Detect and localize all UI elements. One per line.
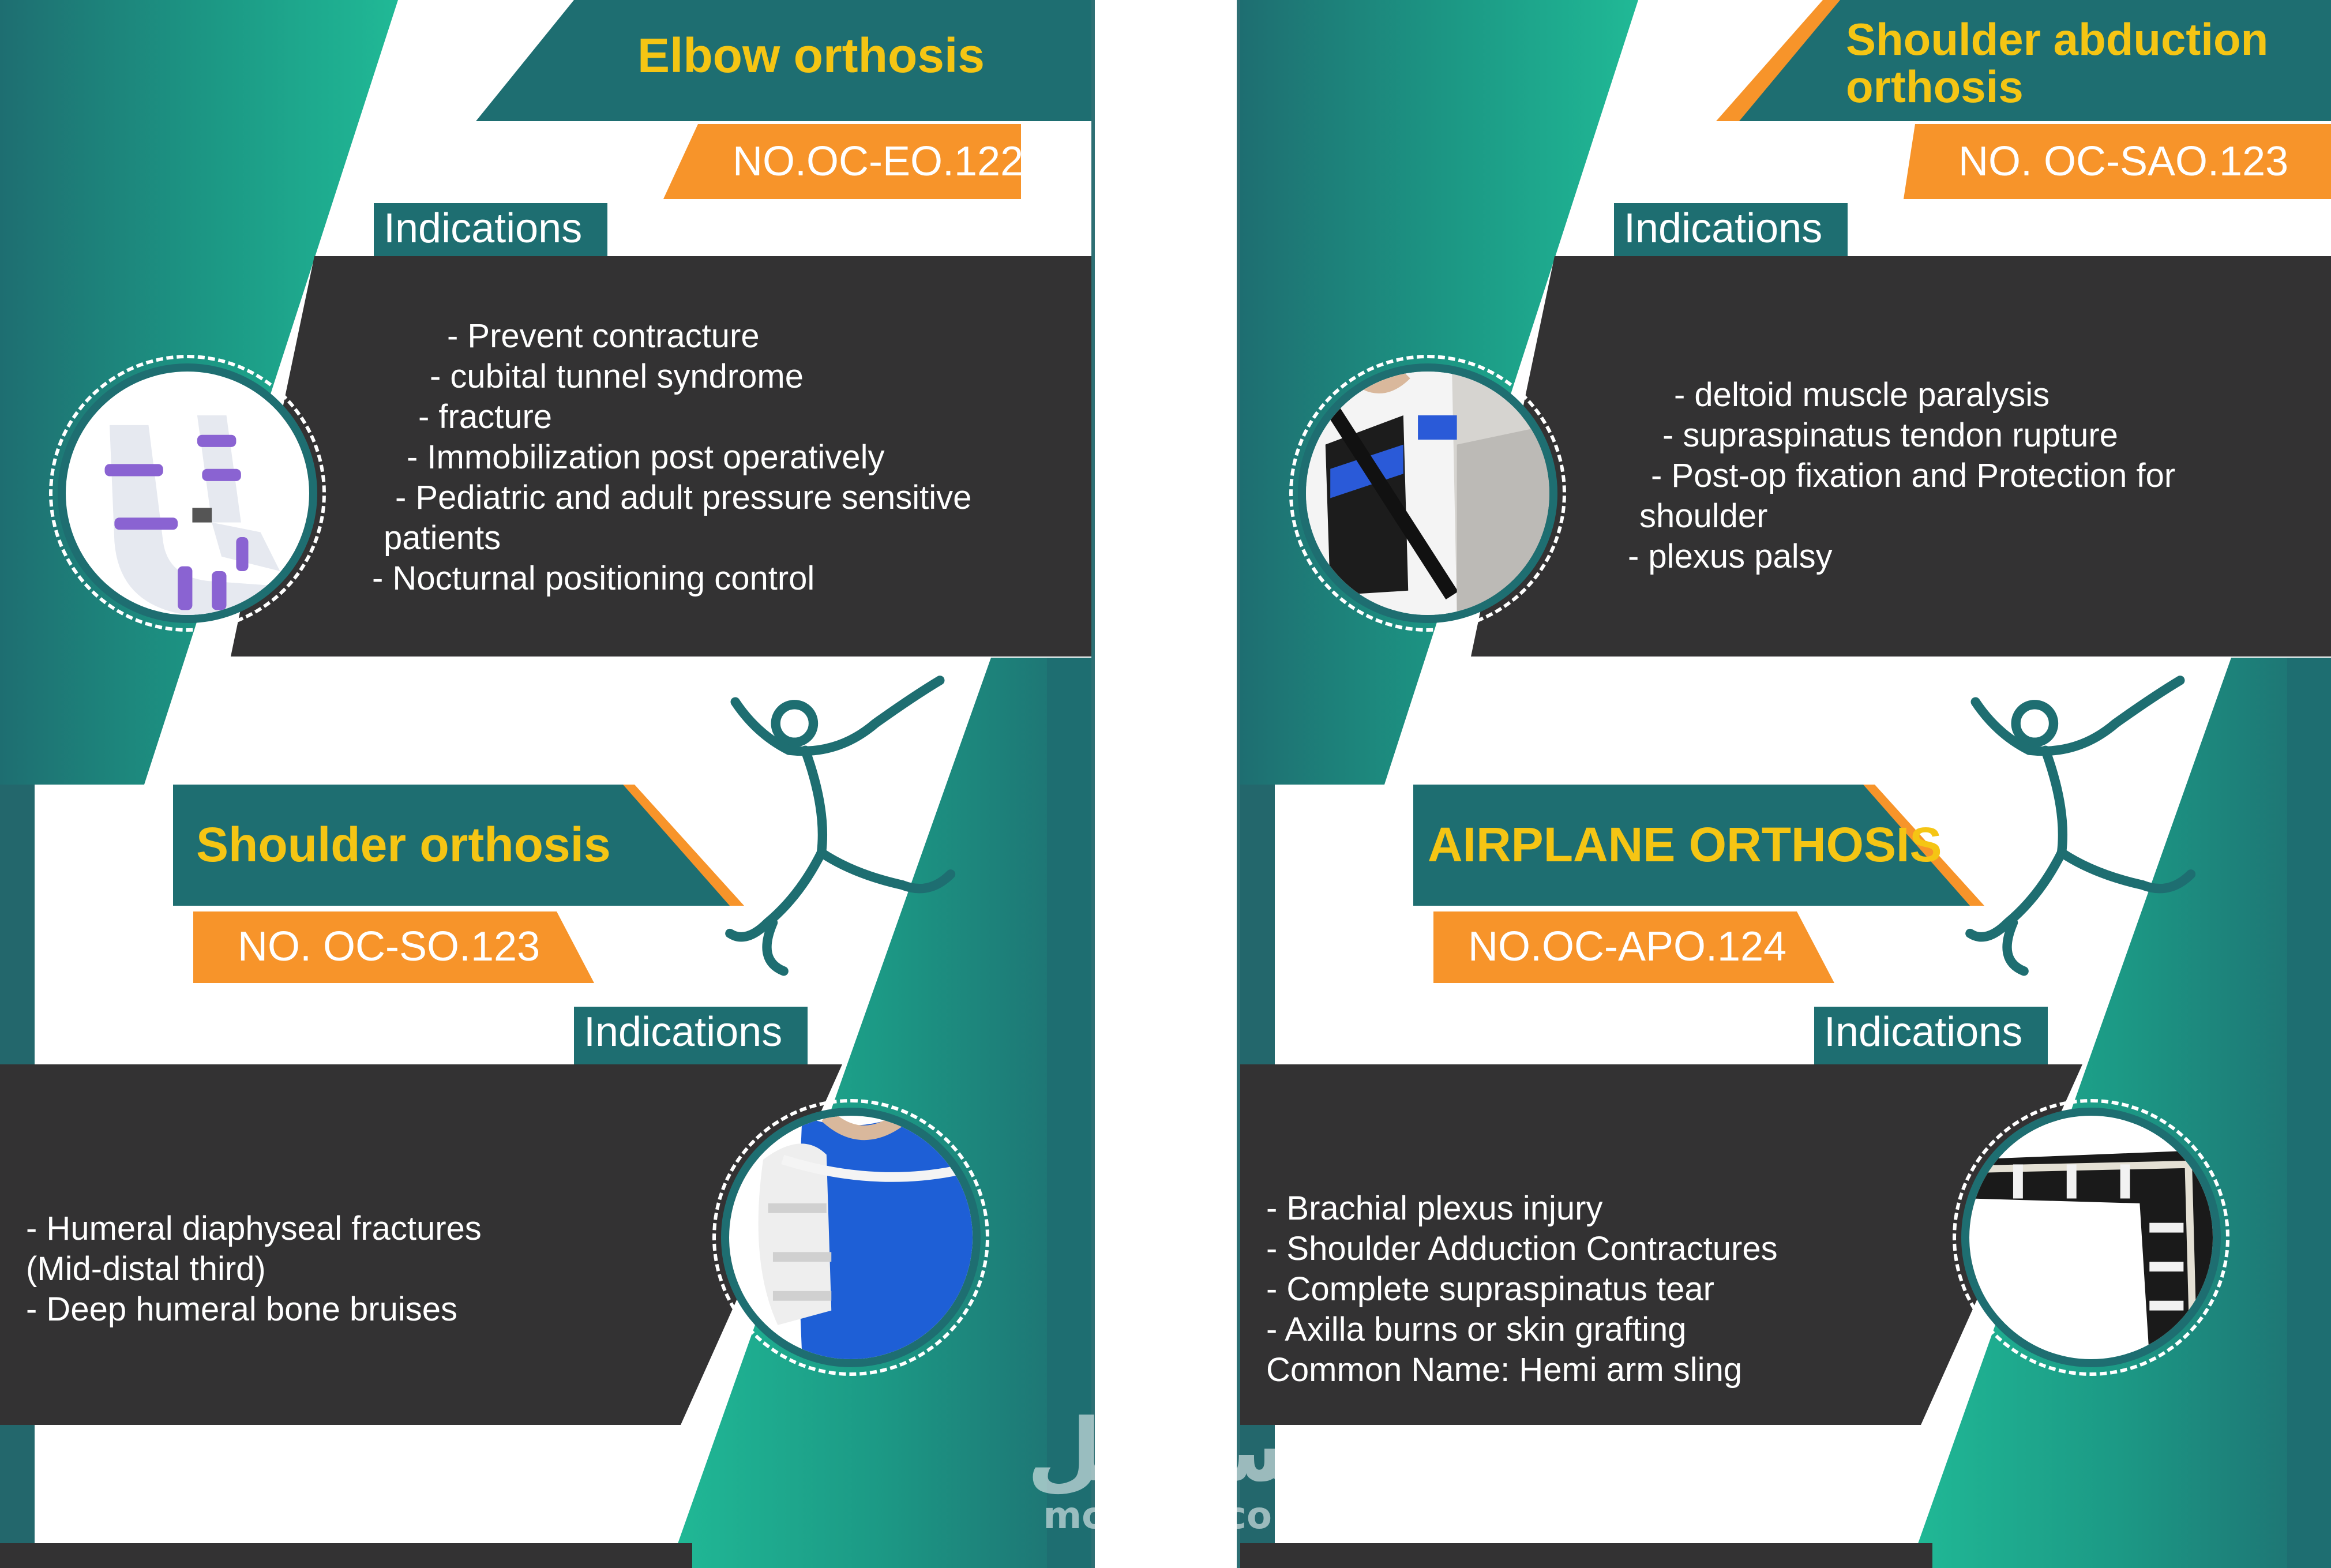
indication-item: - Shoulder Adduction Contractures [1266, 1230, 1778, 1267]
runner-logo-icon [715, 675, 992, 998]
indication-item: - fracture [418, 398, 553, 436]
product-code: NO.OC-EO.122 [733, 138, 1024, 185]
watermark-url: mostaql.com [1043, 1495, 1311, 1537]
indications-label: Indications [1824, 1009, 2023, 1055]
indication-item: - supraspinatus tendon rupture [1662, 417, 2118, 454]
abduction-brace-photo-icon [1298, 363, 1557, 623]
shoulder-brace-photo-icon [721, 1108, 981, 1367]
indication-item: - Immobilization post operatively [407, 438, 885, 476]
divider-line [1091, 0, 1095, 1568]
center-gutter [1091, 0, 1240, 1568]
indication-item: - cubital tunnel syndrome [430, 358, 804, 395]
card-title [1846, 16, 2268, 111]
airplane-brace-photo-icon [1961, 1108, 2221, 1367]
indication-item: - Pediatric and adult pressure sensitive [395, 479, 972, 516]
indication-item: - Brachial plexus injury [1266, 1190, 1603, 1227]
indications-list [26, 1209, 482, 1330]
card-title-line: orthosis [1846, 61, 2024, 112]
indication-item: - Deep humeral bone bruises [26, 1291, 457, 1328]
product-code: NO.OC-APO.124 [1468, 924, 1787, 970]
left-brochure-panel [0, 0, 1091, 1568]
indication-item: shoulder [1639, 497, 1768, 535]
indication-item: - Humeral diaphyseal fractures [26, 1210, 482, 1247]
elbow-brace-photo-icon [58, 363, 317, 623]
watermark [1027, 1401, 1343, 1539]
indications-label: Indications [1624, 205, 1823, 252]
product-code: NO. OC-SAO.123 [1958, 138, 2289, 185]
indication-item: - Complete supraspinatus tear [1266, 1270, 1714, 1308]
indications-list [1266, 1188, 1778, 1390]
indications-list [1628, 375, 2175, 577]
indication-item: - Post-op fixation and Protection for [1651, 457, 2176, 494]
runner-logo-icon [1955, 675, 2232, 998]
card-title: Shoulder orthosis [196, 817, 611, 872]
indications-label: Indications [584, 1009, 783, 1055]
indication-item: - deltoid muscle paralysis [1674, 376, 2050, 414]
right-brochure-panel [1240, 0, 2331, 1568]
indication-item: Common Name: Hemi arm sling [1266, 1351, 1743, 1389]
indication-item: - Axilla burns or skin grafting [1266, 1311, 1687, 1348]
card-title: AIRPLANE ORTHOSIS [1428, 817, 1942, 872]
indication-item: - Nocturnal positioning control [372, 560, 815, 597]
product-code: NO. OC-SO.123 [238, 924, 540, 970]
indications-list [372, 316, 971, 599]
indication-item: - Prevent contracture [447, 317, 760, 355]
watermark-arabic: مستقل [1027, 1401, 1343, 1501]
card-title: Elbow orthosis [637, 28, 985, 82]
indication-item: - plexus palsy [1628, 538, 1833, 575]
card-title-line: Shoulder abduction [1846, 14, 2269, 65]
indications-label: Indications [384, 205, 583, 252]
indication-item: patients [384, 519, 501, 557]
indication-item: (Mid-distal third) [26, 1250, 266, 1288]
